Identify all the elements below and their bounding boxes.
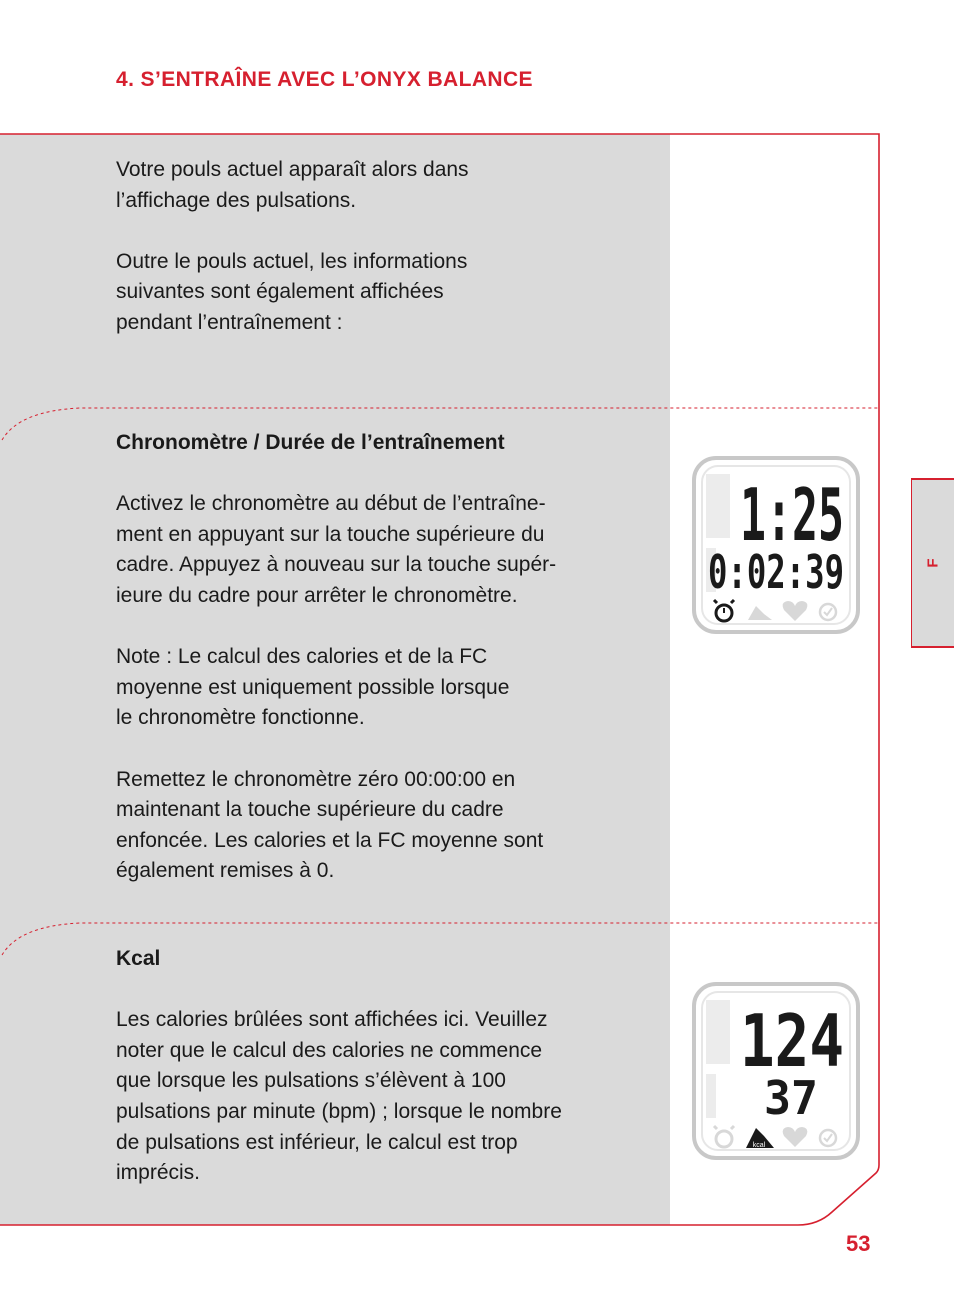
kcal-heading: Kcal bbox=[116, 947, 161, 970]
kcal-section bbox=[116, 944, 656, 1189]
section-title: 4. S’ENTRAÎNE AVEC L’ONYX BALANCE bbox=[116, 68, 533, 91]
text-line: également remises à 0. bbox=[116, 859, 335, 883]
text-line: pulsations par minute (bpm) ; lorsque le nombre bbox=[116, 1099, 562, 1123]
text-line: le chronomètre fonctionne. bbox=[116, 706, 365, 730]
watch-display-kcal bbox=[692, 982, 860, 1160]
watch-display-stopwatch bbox=[692, 456, 860, 634]
text-line: Votre pouls actuel apparaît alors dans bbox=[116, 158, 469, 181]
text-line: maintenant la touche supérieure du cadre bbox=[116, 798, 504, 822]
display-bottom-value: 0:02:39 bbox=[708, 545, 844, 599]
display-bottom-value: 37 bbox=[764, 1071, 818, 1125]
text-line: enfoncée. Les calories et la FC moyenne sont bbox=[116, 828, 544, 852]
text-line: imprécis. bbox=[116, 1161, 201, 1185]
text-line: Outre le pouls actuel, les informations bbox=[116, 249, 468, 273]
language-tab-label: F bbox=[924, 558, 942, 568]
text-line: Note : Le calcul des calories et de la FC bbox=[116, 645, 488, 669]
stopwatch-heading: Chronomètre / Durée de l’entraînement bbox=[116, 431, 505, 454]
text-line: moyenne est uniquement possible lorsque bbox=[116, 675, 510, 699]
intro-text bbox=[116, 155, 656, 339]
text-line: que lorsque les pulsations s’élèvent à 100 bbox=[116, 1069, 506, 1093]
page-number: 53 bbox=[846, 1231, 871, 1256]
text-line: pendant l’entraînement : bbox=[116, 310, 343, 334]
text-line: de pulsations est inférieur, le calcul est trop bbox=[116, 1130, 518, 1154]
stopwatch-section bbox=[116, 428, 656, 887]
text-line: cadre. Appuyez à nouveau sur la touche supér- bbox=[116, 553, 557, 577]
text-line: Remettez le chronomètre zéro 00:00:00 en bbox=[116, 767, 516, 791]
text-line: suivantes sont également affichées bbox=[116, 280, 444, 304]
language-tab bbox=[911, 478, 954, 648]
text-line: noter que le calcul des calories ne commence bbox=[116, 1038, 543, 1062]
display-top-value: 124 bbox=[740, 999, 844, 1083]
text-line: l’affichage des pulsations. bbox=[116, 188, 357, 212]
text-line: Activez le chronomètre au début de l’entraîne- bbox=[116, 492, 546, 516]
text-line: Les calories brûlées sont affichées ici. Veuillez bbox=[116, 1008, 548, 1032]
text-line: ment en appuyant sur la touche supérieure du bbox=[116, 522, 545, 546]
display-top-value: 1:25 bbox=[740, 473, 844, 557]
text-line: ieure du cadre pour arrêter le chronomètre. bbox=[116, 583, 518, 607]
kcal-icon-label: kcal bbox=[752, 1142, 766, 1149]
